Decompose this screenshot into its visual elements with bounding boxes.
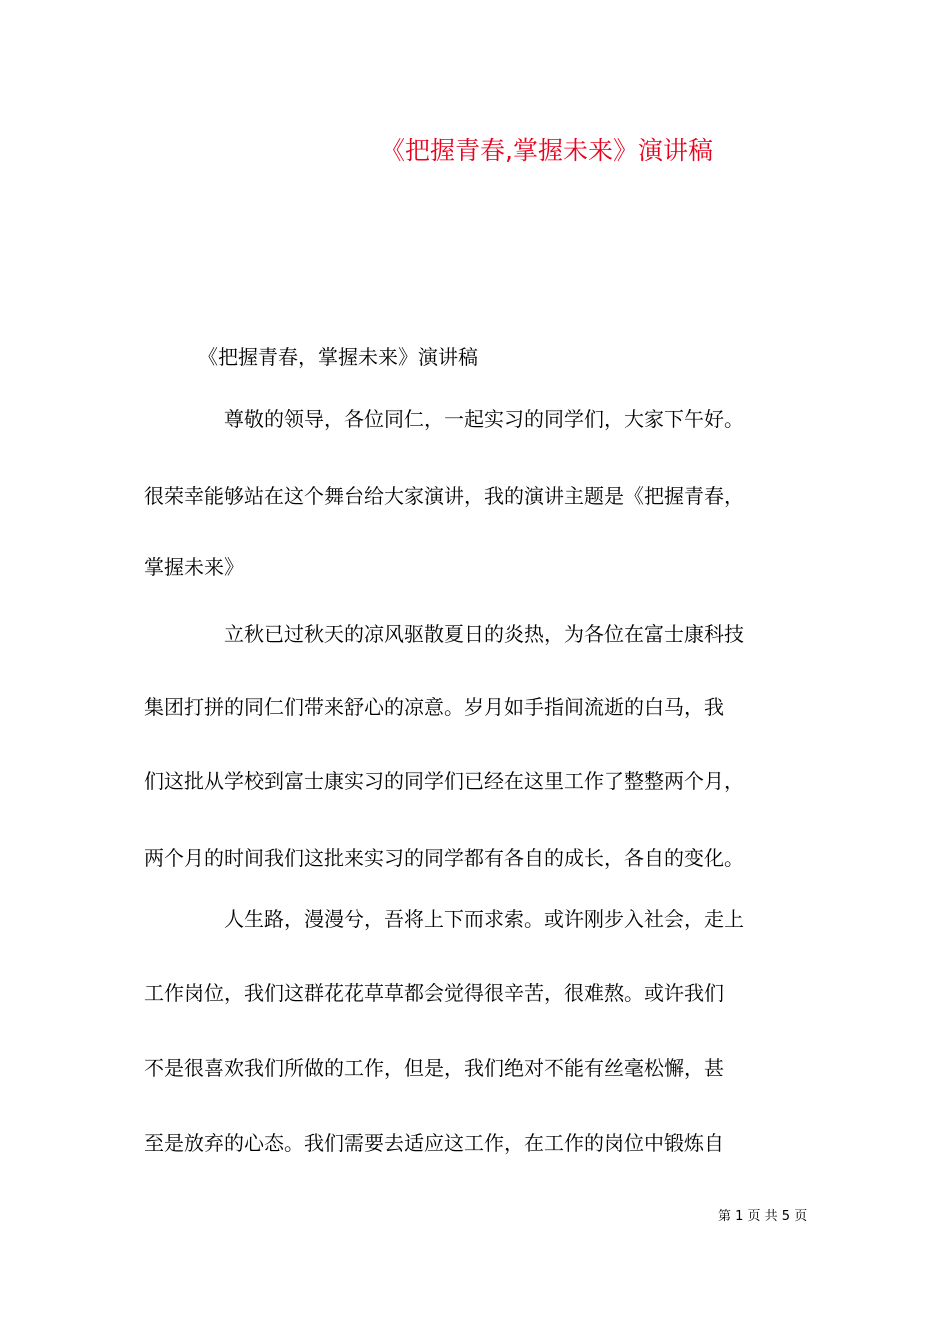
- body-line: 两个月的时间我们这批来实习的同学都有各自的成长，各自的变化。: [144, 846, 744, 870]
- body-line: 很荣幸能够站在这个舞台给大家演讲，我的演讲主题是《把握青春，: [144, 484, 744, 508]
- body-line: 不是很喜欢我们所做的工作，但是，我们绝对不能有丝毫松懈，甚: [144, 1056, 724, 1080]
- body-line: 工作岗位，我们这群花花草草都会觉得很辛苦，很难熬。或许我们: [144, 981, 724, 1005]
- document-title: 《把握青春,掌握未来》演讲稿: [380, 136, 713, 165]
- body-line-subtitle: 《把握青春，掌握未来》演讲稿: [198, 345, 478, 369]
- body-line: 们这批从学校到富士康实习的同学们已经在这里工作了整整两个月，: [144, 769, 744, 793]
- body-line: 掌握未来》: [144, 555, 244, 579]
- body-line-greeting: 尊敬的领导，各位同仁，一起实习的同学们，大家下午好。: [224, 407, 744, 431]
- body-line: 集团打拼的同仁们带来舒心的凉意。岁月如手指间流逝的白马，我: [144, 695, 724, 719]
- body-line: 人生路，漫漫兮，吾将上下而求索。或许刚步入社会，走上: [224, 907, 744, 931]
- body-line: 立秋已过秋天的凉风驱散夏日的炎热，为各位在富士康科技: [224, 622, 744, 646]
- body-line: 至是放弃的心态。我们需要去适应这工作，在工作的岗位中锻炼自: [144, 1131, 724, 1155]
- page-number-footer: 第 1 页 共 5 页: [718, 1209, 808, 1224]
